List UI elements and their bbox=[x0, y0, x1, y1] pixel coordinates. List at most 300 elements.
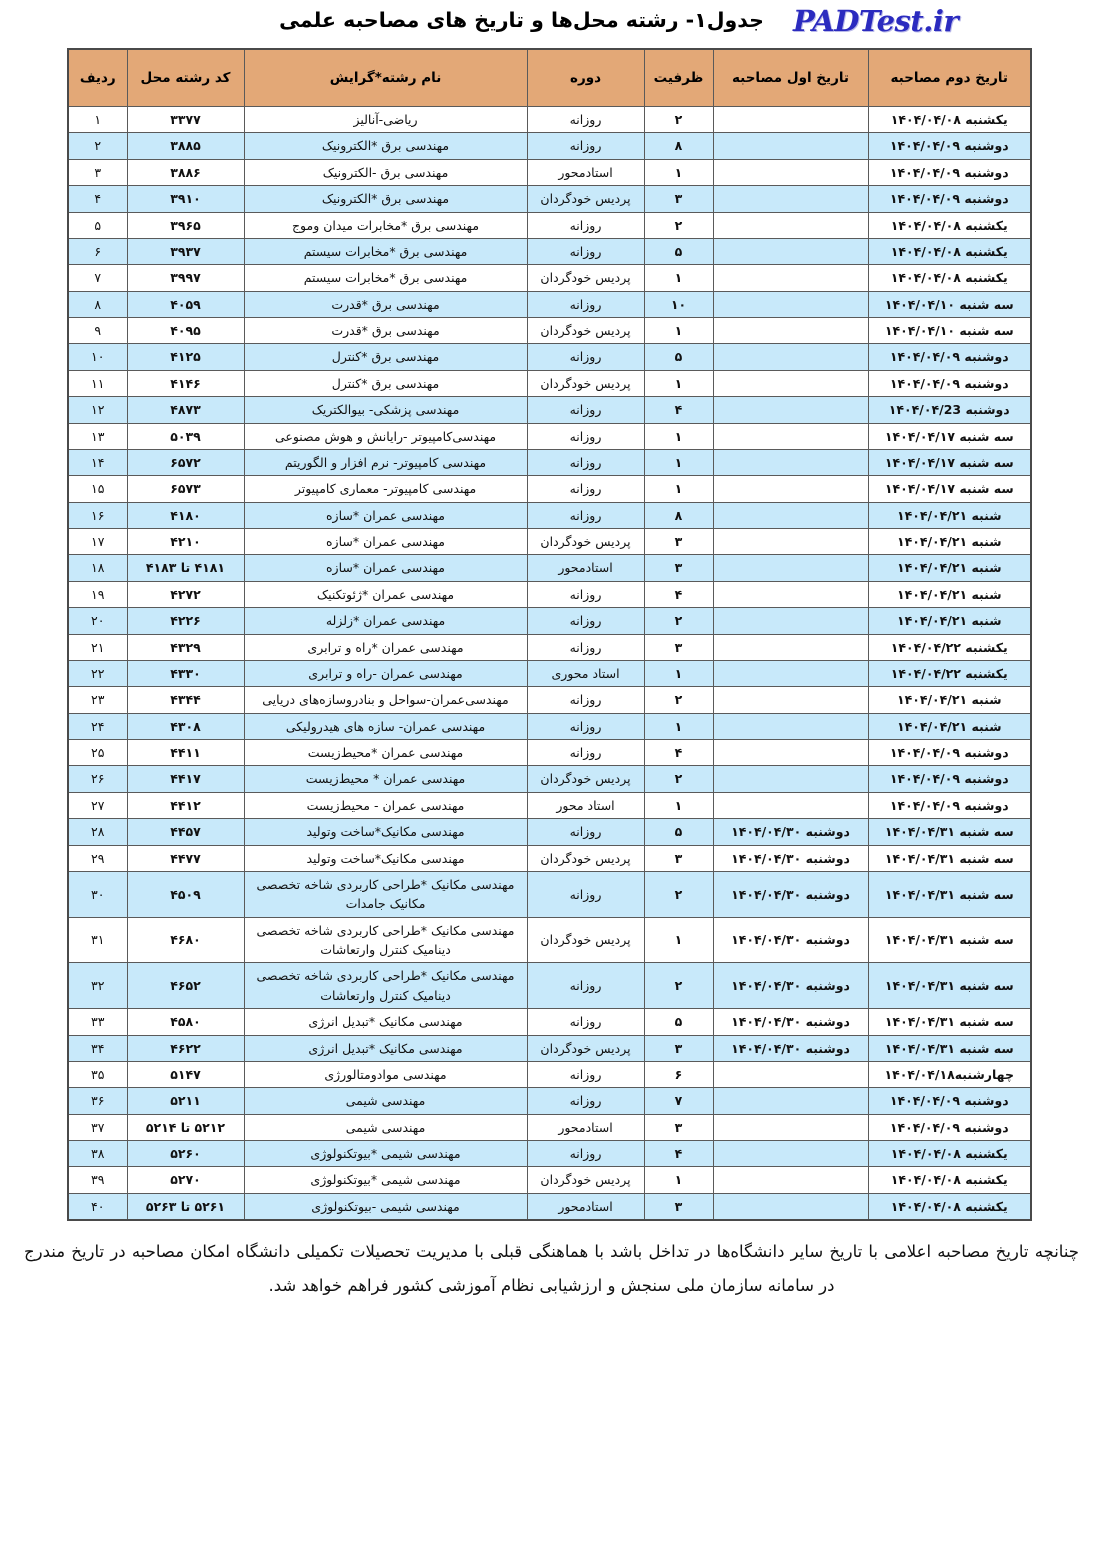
cell-course-type: روزانه bbox=[527, 581, 644, 607]
cell-field-name: مهندسی‌کامپیوتر -رایانش و هوش مصنوعی bbox=[244, 423, 527, 449]
cell-date2: یکشنبه ۱۴۰۴/۰۴/۰۸ bbox=[868, 1141, 1031, 1167]
cell-course-type: روزانه bbox=[527, 1061, 644, 1087]
cell-row-number: ۳۱ bbox=[68, 917, 127, 963]
cell-field-code: ۴۸۷۳ bbox=[127, 397, 244, 423]
cell-capacity: ۲ bbox=[644, 608, 713, 634]
cell-row-number: ۱۰ bbox=[68, 344, 127, 370]
cell-row-number: ۱ bbox=[68, 107, 127, 133]
cell-field-name: مهندسی شیمی *بیوتکنولوژی bbox=[244, 1167, 527, 1193]
cell-field-code: ۴۵۰۹ bbox=[127, 871, 244, 917]
cell-capacity: ۱ bbox=[644, 449, 713, 475]
cell-field-code: ۴۶۲۲ bbox=[127, 1035, 244, 1061]
cell-field-code: ۶۵۷۳ bbox=[127, 476, 244, 502]
cell-capacity: ۱ bbox=[644, 423, 713, 449]
cell-field-name: مهندسی عمران *سازه bbox=[244, 529, 527, 555]
cell-field-name: مهندسی عمران * محیط‌زیست bbox=[244, 766, 527, 792]
table-row bbox=[68, 186, 1031, 212]
table-row bbox=[68, 917, 1031, 963]
document-header bbox=[0, 0, 1103, 48]
cell-field-code: ۴۲۷۲ bbox=[127, 581, 244, 607]
cell-field-name: مهندسی عمران -راه و ترابری bbox=[244, 660, 527, 686]
cell-date2: شنبه ۱۴۰۴/۰۴/۲۱ bbox=[868, 713, 1031, 739]
cell-row-number: ۲۷ bbox=[68, 792, 127, 818]
footer-note bbox=[20, 1235, 1083, 1303]
cell-field-code: ۳۸۸۶ bbox=[127, 159, 244, 185]
cell-row-number: ۴۰ bbox=[68, 1193, 127, 1220]
cell-field-code: ۴۴۱۲ bbox=[127, 792, 244, 818]
cell-date2: چهارشنبه۱۴۰۴/۰۴/۱۸ bbox=[868, 1061, 1031, 1087]
cell-date1: دوشنبه ۱۴۰۴/۰۴/۳۰ bbox=[713, 1009, 868, 1035]
cell-date2: دوشنبه ۱۴۰۴/۰۴/۰۹ bbox=[868, 159, 1031, 185]
cell-date2: دوشنبه ۱۴۰۴/۰۴/۰۹ bbox=[868, 766, 1031, 792]
table-row bbox=[68, 344, 1031, 370]
table-row bbox=[68, 871, 1031, 917]
cell-row-number: ۷ bbox=[68, 265, 127, 291]
table-row bbox=[68, 660, 1031, 686]
table-row bbox=[68, 449, 1031, 475]
cell-capacity: ۳ bbox=[644, 1114, 713, 1140]
cell-row-number: ۱۸ bbox=[68, 555, 127, 581]
table-row bbox=[68, 1088, 1031, 1114]
cell-row-number: ۲۰ bbox=[68, 608, 127, 634]
cell-date2: سه شنبه ۱۴۰۴/۰۴/۱۷ bbox=[868, 423, 1031, 449]
table-row bbox=[68, 318, 1031, 344]
cell-field-name: مهندسی برق *قدرت bbox=[244, 291, 527, 317]
cell-field-code: ۴۱۸۰ bbox=[127, 502, 244, 528]
cell-course-type: پردیس خودگردان bbox=[527, 1035, 644, 1061]
cell-capacity: ۶ bbox=[644, 1061, 713, 1087]
cell-date1 bbox=[713, 370, 868, 396]
cell-field-name: مهندسی برق *الکترونیک bbox=[244, 133, 527, 159]
cell-date1 bbox=[713, 766, 868, 792]
cell-row-number: ۳۳ bbox=[68, 1009, 127, 1035]
cell-field-name: مهندسی عمران *سازه bbox=[244, 502, 527, 528]
cell-capacity: ۳ bbox=[644, 1193, 713, 1220]
cell-row-number: ۳۹ bbox=[68, 1167, 127, 1193]
cell-row-number: ۱۱ bbox=[68, 370, 127, 396]
cell-date1: دوشنبه ۱۴۰۴/۰۴/۳۰ bbox=[713, 819, 868, 845]
cell-course-type: روزانه bbox=[527, 1009, 644, 1035]
cell-field-code: ۴۶۸۰ bbox=[127, 917, 244, 963]
cell-course-type: استادمحور bbox=[527, 1193, 644, 1220]
cell-date2: دوشنبه ۱۴۰۴/۰۴/۰۹ bbox=[868, 133, 1031, 159]
interview-schedule-table-wrapper bbox=[69, 48, 1032, 1221]
cell-field-name: مهندسی برق -الکترونیک bbox=[244, 159, 527, 185]
cell-date1 bbox=[713, 660, 868, 686]
footer-note-line-2: در سامانه سازمان ملی سنجش و ارزشیابی نظام آموزشی کشور فراهم خواهد شد. bbox=[268, 1275, 835, 1295]
cell-date1 bbox=[713, 397, 868, 423]
cell-capacity: ۱ bbox=[644, 370, 713, 396]
cell-date2: یکشنبه ۱۴۰۴/۰۴/۰۸ bbox=[868, 1193, 1031, 1220]
cell-field-code: ۴۴۷۷ bbox=[127, 845, 244, 871]
cell-course-type: استادمحور bbox=[527, 1114, 644, 1140]
cell-course-type: روزانه bbox=[527, 687, 644, 713]
cell-capacity: ۱ bbox=[644, 159, 713, 185]
cell-course-type: روزانه bbox=[527, 819, 644, 845]
cell-field-code: ۴۱۴۶ bbox=[127, 370, 244, 396]
col-header-date2: تاریخ دوم مصاحبه bbox=[868, 49, 1031, 107]
cell-row-number: ۱۷ bbox=[68, 529, 127, 555]
cell-row-number: ۲۱ bbox=[68, 634, 127, 660]
cell-date2: سه شنبه ۱۴۰۴/۰۴/۱۷ bbox=[868, 449, 1031, 475]
cell-field-code: ۴۰۵۹ bbox=[127, 291, 244, 317]
cell-course-type: روزانه bbox=[527, 133, 644, 159]
table-row bbox=[68, 397, 1031, 423]
cell-date1 bbox=[713, 265, 868, 291]
cell-row-number: ۳۶ bbox=[68, 1088, 127, 1114]
cell-row-number: ۳۰ bbox=[68, 871, 127, 917]
cell-field-code: ۵۲۶۰ bbox=[127, 1141, 244, 1167]
cell-date1 bbox=[713, 1141, 868, 1167]
cell-row-number: ۸ bbox=[68, 291, 127, 317]
table-body bbox=[68, 107, 1031, 1221]
cell-date2: دوشنبه ۱۴۰۴/۰۴/۰۹ bbox=[868, 1088, 1031, 1114]
cell-row-number: ۱۴ bbox=[68, 449, 127, 475]
cell-date2: شنبه ۱۴۰۴/۰۴/۲۱ bbox=[868, 687, 1031, 713]
cell-course-type: پردیس خودگردان bbox=[527, 529, 644, 555]
table-row bbox=[68, 792, 1031, 818]
cell-field-code: ۵۰۳۹ bbox=[127, 423, 244, 449]
cell-field-name: مهندسی پزشکی- بیوالکتریک bbox=[244, 397, 527, 423]
cell-date2: شنبه ۱۴۰۴/۰۴/۲۱ bbox=[868, 555, 1031, 581]
col-header-date1: تاریخ اول مصاحبه bbox=[713, 49, 868, 107]
cell-course-type: روزانه bbox=[527, 449, 644, 475]
cell-date1 bbox=[713, 608, 868, 634]
cell-field-code: ۳۹۹۷ bbox=[127, 265, 244, 291]
cell-capacity: ۵ bbox=[644, 238, 713, 264]
cell-date1 bbox=[713, 713, 868, 739]
cell-row-number: ۳۵ bbox=[68, 1061, 127, 1087]
cell-field-name: مهندسی شیمی -بیوتکنولوژی bbox=[244, 1193, 527, 1220]
cell-row-number: ۴ bbox=[68, 186, 127, 212]
cell-date1 bbox=[713, 476, 868, 502]
cell-course-type: روزانه bbox=[527, 1088, 644, 1114]
cell-field-name: مهندسی موادومتالورژی bbox=[244, 1061, 527, 1087]
cell-field-code: ۴۶۵۲ bbox=[127, 963, 244, 1009]
cell-capacity: ۵ bbox=[644, 1009, 713, 1035]
table-row bbox=[68, 687, 1031, 713]
table-row bbox=[68, 634, 1031, 660]
table-row bbox=[68, 107, 1031, 133]
table-row bbox=[68, 740, 1031, 766]
cell-field-name: مهندسی عمران - محیط‌زیست bbox=[244, 792, 527, 818]
table-row bbox=[68, 713, 1031, 739]
cell-date1 bbox=[713, 1088, 868, 1114]
cell-course-type: پردیس خودگردان bbox=[527, 766, 644, 792]
cell-capacity: ۱ bbox=[644, 476, 713, 502]
cell-date1 bbox=[713, 212, 868, 238]
cell-field-name: مهندسی عمران- سازه های هیدرولیکی bbox=[244, 713, 527, 739]
cell-course-type: روزانه bbox=[527, 291, 644, 317]
cell-capacity: ۲ bbox=[644, 212, 713, 238]
cell-capacity: ۴ bbox=[644, 1141, 713, 1167]
cell-field-name: مهندسی برق *مخابرات سیستم bbox=[244, 265, 527, 291]
cell-field-code: ۴۳۳۰ bbox=[127, 660, 244, 686]
cell-date1 bbox=[713, 502, 868, 528]
cell-field-name: ریاضی-آنالیز bbox=[244, 107, 527, 133]
cell-course-type: پردیس خودگردان bbox=[527, 318, 644, 344]
table-row bbox=[68, 529, 1031, 555]
cell-field-name: مهندسی برق *قدرت bbox=[244, 318, 527, 344]
cell-date1 bbox=[713, 107, 868, 133]
table-row bbox=[68, 265, 1031, 291]
cell-capacity: ۳ bbox=[644, 845, 713, 871]
cell-capacity: ۱ bbox=[644, 713, 713, 739]
cell-row-number: ۳ bbox=[68, 159, 127, 185]
cell-date1 bbox=[713, 740, 868, 766]
cell-date2: دوشنبه ۱۴۰۴/۰۴/۰۹ bbox=[868, 344, 1031, 370]
cell-field-name: مهندسی مکانیک *طراحی کاربردی شاخه تخصصی مکانیک جامدات bbox=[244, 871, 527, 917]
cell-capacity: ۲ bbox=[644, 107, 713, 133]
cell-row-number: ۵ bbox=[68, 212, 127, 238]
table-row bbox=[68, 1141, 1031, 1167]
cell-date2: یکشنبه ۱۴۰۴/۰۴/۰۸ bbox=[868, 1167, 1031, 1193]
cell-row-number: ۶ bbox=[68, 238, 127, 264]
cell-capacity: ۴ bbox=[644, 581, 713, 607]
cell-date2: یکشنبه ۱۴۰۴/۰۴/۰۸ bbox=[868, 238, 1031, 264]
cell-field-code: ۴۴۱۱ bbox=[127, 740, 244, 766]
cell-date1 bbox=[713, 581, 868, 607]
cell-date2: دوشنبه ۱۴۰۴/۰۴/۰۹ bbox=[868, 792, 1031, 818]
cell-row-number: ۲۶ bbox=[68, 766, 127, 792]
cell-row-number: ۳۸ bbox=[68, 1141, 127, 1167]
cell-field-code: ۴۵۸۰ bbox=[127, 1009, 244, 1035]
cell-course-type: استادمحور bbox=[527, 159, 644, 185]
cell-field-name: مهندسی مکانیک *طراحی کاربردی شاخه تخصصی دینامیک کنترل وارتعاشات bbox=[244, 917, 527, 963]
cell-date2: شنبه ۱۴۰۴/۰۴/۲۱ bbox=[868, 502, 1031, 528]
cell-course-type: روزانه bbox=[527, 963, 644, 1009]
cell-field-name: مهندسی عمران *محیط‌زیست bbox=[244, 740, 527, 766]
cell-date1 bbox=[713, 529, 868, 555]
cell-field-name: مهندسی مکانیک *تبدیل انرژی bbox=[244, 1035, 527, 1061]
cell-capacity: ۲ bbox=[644, 766, 713, 792]
cell-date1 bbox=[713, 186, 868, 212]
col-header-code: کد رشته محل bbox=[127, 49, 244, 107]
cell-date2: یکشنبه ۱۴۰۴/۰۴/۲۲ bbox=[868, 634, 1031, 660]
table-row bbox=[68, 238, 1031, 264]
cell-row-number: ۲۳ bbox=[68, 687, 127, 713]
cell-date1 bbox=[713, 423, 868, 449]
cell-date1 bbox=[713, 792, 868, 818]
cell-date1 bbox=[713, 133, 868, 159]
table-head bbox=[68, 49, 1031, 107]
col-header-radif: ردیف bbox=[68, 49, 127, 107]
cell-date2: دوشنبه ۱۴۰۴/۰۴/۰۹ bbox=[868, 186, 1031, 212]
cell-course-type: روزانه bbox=[527, 476, 644, 502]
cell-field-code: ۵۲۷۰ bbox=[127, 1167, 244, 1193]
cell-row-number: ۲ bbox=[68, 133, 127, 159]
cell-field-name: مهندسی مکانیک*ساخت وتولید bbox=[244, 845, 527, 871]
cell-date2: سه شنبه ۱۴۰۴/۰۴/۳۱ bbox=[868, 917, 1031, 963]
cell-row-number: ۱۲ bbox=[68, 397, 127, 423]
interview-schedule-table bbox=[67, 48, 1032, 1221]
table-header-row bbox=[68, 49, 1031, 107]
cell-field-code: ۴۴۵۷ bbox=[127, 819, 244, 845]
cell-course-type: پردیس خودگردان bbox=[527, 917, 644, 963]
cell-course-type: پردیس خودگردان bbox=[527, 186, 644, 212]
cell-date1: دوشنبه ۱۴۰۴/۰۴/۳۰ bbox=[713, 963, 868, 1009]
cell-field-name: مهندسی شیمی bbox=[244, 1088, 527, 1114]
cell-course-type: استاد محور bbox=[527, 792, 644, 818]
cell-date2: سه شنبه ۱۴۰۴/۰۴/۳۱ bbox=[868, 871, 1031, 917]
table-row bbox=[68, 963, 1031, 1009]
page-title: جدول۱- رشته محل‌ها و تاریخ های مصاحبه علمی bbox=[279, 8, 764, 32]
cell-capacity: ۱ bbox=[644, 1167, 713, 1193]
cell-field-code: ۵۱۴۷ bbox=[127, 1061, 244, 1087]
cell-row-number: ۳۷ bbox=[68, 1114, 127, 1140]
cell-course-type: روزانه bbox=[527, 397, 644, 423]
cell-date1 bbox=[713, 291, 868, 317]
cell-date1 bbox=[713, 1114, 868, 1140]
cell-course-type: روزانه bbox=[527, 740, 644, 766]
cell-capacity: ۱ bbox=[644, 265, 713, 291]
cell-field-name: مهندسی عمران *زلزله bbox=[244, 608, 527, 634]
cell-date2: سه شنبه ۱۴۰۴/۰۴/۳۱ bbox=[868, 845, 1031, 871]
footer-note-line-1: چنانچه تاریخ مصاحبه اعلامی با تاریخ سایر دانشگاه‌ها در تداخل باشد با هماهنگی قبلی با مدیریت تحصیلات تکمیلی دانشگاه امکان مصاحبه در تاریخ مندرج bbox=[24, 1242, 1079, 1262]
cell-date2: دوشنبه ۱۴۰۴/۰۴/۰۹ bbox=[868, 1114, 1031, 1140]
cell-date2: سه شنبه ۱۴۰۴/۰۴/۳۱ bbox=[868, 1035, 1031, 1061]
cell-field-code: ۵۲۱۱ bbox=[127, 1088, 244, 1114]
table-row bbox=[68, 1167, 1031, 1193]
cell-field-code: ۶۵۷۲ bbox=[127, 449, 244, 475]
table-row bbox=[68, 1114, 1031, 1140]
cell-field-code: ۳۸۸۵ bbox=[127, 133, 244, 159]
cell-date2: سه شنبه ۱۴۰۴/۰۴/۱۰ bbox=[868, 318, 1031, 344]
cell-date1 bbox=[713, 344, 868, 370]
cell-date1 bbox=[713, 238, 868, 264]
cell-capacity: ۱ bbox=[644, 792, 713, 818]
cell-field-name: مهندسی مکانیک *تبدیل انرژی bbox=[244, 1009, 527, 1035]
table-row bbox=[68, 1061, 1031, 1087]
table-row bbox=[68, 291, 1031, 317]
table-row bbox=[68, 608, 1031, 634]
cell-row-number: ۱۵ bbox=[68, 476, 127, 502]
cell-field-code: ۳۳۷۷ bbox=[127, 107, 244, 133]
cell-field-name: مهندسی عمران *ژئوتکنیک bbox=[244, 581, 527, 607]
col-header-dore: دوره bbox=[527, 49, 644, 107]
cell-field-name: مهندسی برق *مخابرات سیستم bbox=[244, 238, 527, 264]
cell-course-type: روزانه bbox=[527, 238, 644, 264]
cell-course-type: روزانه bbox=[527, 1141, 644, 1167]
cell-field-name: مهندسی عمران *سازه bbox=[244, 555, 527, 581]
cell-row-number: ۹ bbox=[68, 318, 127, 344]
cell-date1 bbox=[713, 555, 868, 581]
table-row bbox=[68, 1193, 1031, 1220]
cell-field-name: مهندسی کامپیوتر- معماری کامپیوتر bbox=[244, 476, 527, 502]
cell-capacity: ۸ bbox=[644, 502, 713, 528]
cell-date1 bbox=[713, 159, 868, 185]
cell-capacity: ۲ bbox=[644, 963, 713, 1009]
cell-field-name: مهندسی‌عمران-سواحل و بنادروسازه‌های دریایی bbox=[244, 687, 527, 713]
cell-field-code: ۴۱۸۱ تا ۴۱۸۳ bbox=[127, 555, 244, 581]
cell-capacity: ۵ bbox=[644, 819, 713, 845]
cell-capacity: ۲ bbox=[644, 687, 713, 713]
table-row bbox=[68, 212, 1031, 238]
cell-field-code: ۴۳۲۹ bbox=[127, 634, 244, 660]
cell-field-code: ۴۴۱۷ bbox=[127, 766, 244, 792]
cell-row-number: ۱۶ bbox=[68, 502, 127, 528]
cell-course-type: روزانه bbox=[527, 713, 644, 739]
cell-date2: سه شنبه ۱۴۰۴/۰۴/۱۰ bbox=[868, 291, 1031, 317]
cell-row-number: ۱۹ bbox=[68, 581, 127, 607]
cell-field-name: مهندسی مکانیک*ساخت وتولید bbox=[244, 819, 527, 845]
cell-field-code: ۴۳۰۸ bbox=[127, 713, 244, 739]
table-row bbox=[68, 502, 1031, 528]
col-header-name: نام رشته*گرایش bbox=[244, 49, 527, 107]
cell-date1 bbox=[713, 634, 868, 660]
cell-row-number: ۳۲ bbox=[68, 963, 127, 1009]
cell-date1: دوشنبه ۱۴۰۴/۰۴/۳۰ bbox=[713, 871, 868, 917]
cell-date2: شنبه ۱۴۰۴/۰۴/۲۱ bbox=[868, 581, 1031, 607]
cell-date2: سه شنبه ۱۴۰۴/۰۴/۱۷ bbox=[868, 476, 1031, 502]
cell-field-name: مهندسی برق *مخابرات میدان وموج bbox=[244, 212, 527, 238]
cell-course-type: روزانه bbox=[527, 871, 644, 917]
cell-field-name: مهندسی کامپیوتر- نرم افزار و الگوریتم bbox=[244, 449, 527, 475]
cell-course-type: روزانه bbox=[527, 212, 644, 238]
table-row bbox=[68, 1035, 1031, 1061]
cell-course-type: استادمحور bbox=[527, 555, 644, 581]
cell-date2: سه شنبه ۱۴۰۴/۰۴/۳۱ bbox=[868, 1009, 1031, 1035]
cell-course-type: روزانه bbox=[527, 107, 644, 133]
cell-course-type: روزانه bbox=[527, 608, 644, 634]
cell-capacity: ۸ bbox=[644, 133, 713, 159]
cell-course-type: روزانه bbox=[527, 423, 644, 449]
cell-capacity: ۳ bbox=[644, 1035, 713, 1061]
cell-date2: یکشنبه ۱۴۰۴/۰۴/۰۸ bbox=[868, 265, 1031, 291]
cell-date2: سه شنبه ۱۴۰۴/۰۴/۳۱ bbox=[868, 819, 1031, 845]
cell-row-number: ۲۵ bbox=[68, 740, 127, 766]
cell-field-name: مهندسی برق *الکترونیک bbox=[244, 186, 527, 212]
table-row bbox=[68, 133, 1031, 159]
cell-row-number: ۲۸ bbox=[68, 819, 127, 845]
cell-date2: دوشنبه ۱۴۰۴/۰۴/۰۹ bbox=[868, 370, 1031, 396]
cell-capacity: ۵ bbox=[644, 344, 713, 370]
cell-field-code: ۴۲۲۶ bbox=[127, 608, 244, 634]
cell-course-type: روزانه bbox=[527, 502, 644, 528]
padtest-logo: PADTest.ir bbox=[793, 4, 959, 38]
table-row bbox=[68, 819, 1031, 845]
cell-date1: دوشنبه ۱۴۰۴/۰۴/۳۰ bbox=[713, 845, 868, 871]
cell-field-code: ۴۲۱۰ bbox=[127, 529, 244, 555]
table-row bbox=[68, 370, 1031, 396]
cell-row-number: ۲۹ bbox=[68, 845, 127, 871]
cell-date1: دوشنبه ۱۴۰۴/۰۴/۳۰ bbox=[713, 917, 868, 963]
cell-capacity: ۴ bbox=[644, 740, 713, 766]
cell-capacity: ۴ bbox=[644, 397, 713, 423]
cell-capacity: ۲ bbox=[644, 871, 713, 917]
cell-date1 bbox=[713, 687, 868, 713]
cell-capacity: ۱ bbox=[644, 917, 713, 963]
cell-capacity: ۱ bbox=[644, 660, 713, 686]
cell-capacity: ۱۰ bbox=[644, 291, 713, 317]
table-row bbox=[68, 476, 1031, 502]
cell-field-code: ۴۱۲۵ bbox=[127, 344, 244, 370]
cell-capacity: ۳ bbox=[644, 634, 713, 660]
cell-row-number: ۳۴ bbox=[68, 1035, 127, 1061]
cell-date1 bbox=[713, 1167, 868, 1193]
cell-capacity: ۳ bbox=[644, 186, 713, 212]
cell-capacity: ۳ bbox=[644, 555, 713, 581]
table-row bbox=[68, 555, 1031, 581]
table-row bbox=[68, 845, 1031, 871]
cell-field-code: ۴۳۴۴ bbox=[127, 687, 244, 713]
cell-date2: دوشنبه ۱۴۰۴/۰۴/۰۹ bbox=[868, 740, 1031, 766]
cell-date2: سه شنبه ۱۴۰۴/۰۴/۳۱ bbox=[868, 963, 1031, 1009]
cell-row-number: ۲۴ bbox=[68, 713, 127, 739]
table-row bbox=[68, 159, 1031, 185]
cell-field-code: ۵۲۶۱ تا ۵۲۶۳ bbox=[127, 1193, 244, 1220]
cell-field-name: مهندسی برق *کنترل bbox=[244, 370, 527, 396]
